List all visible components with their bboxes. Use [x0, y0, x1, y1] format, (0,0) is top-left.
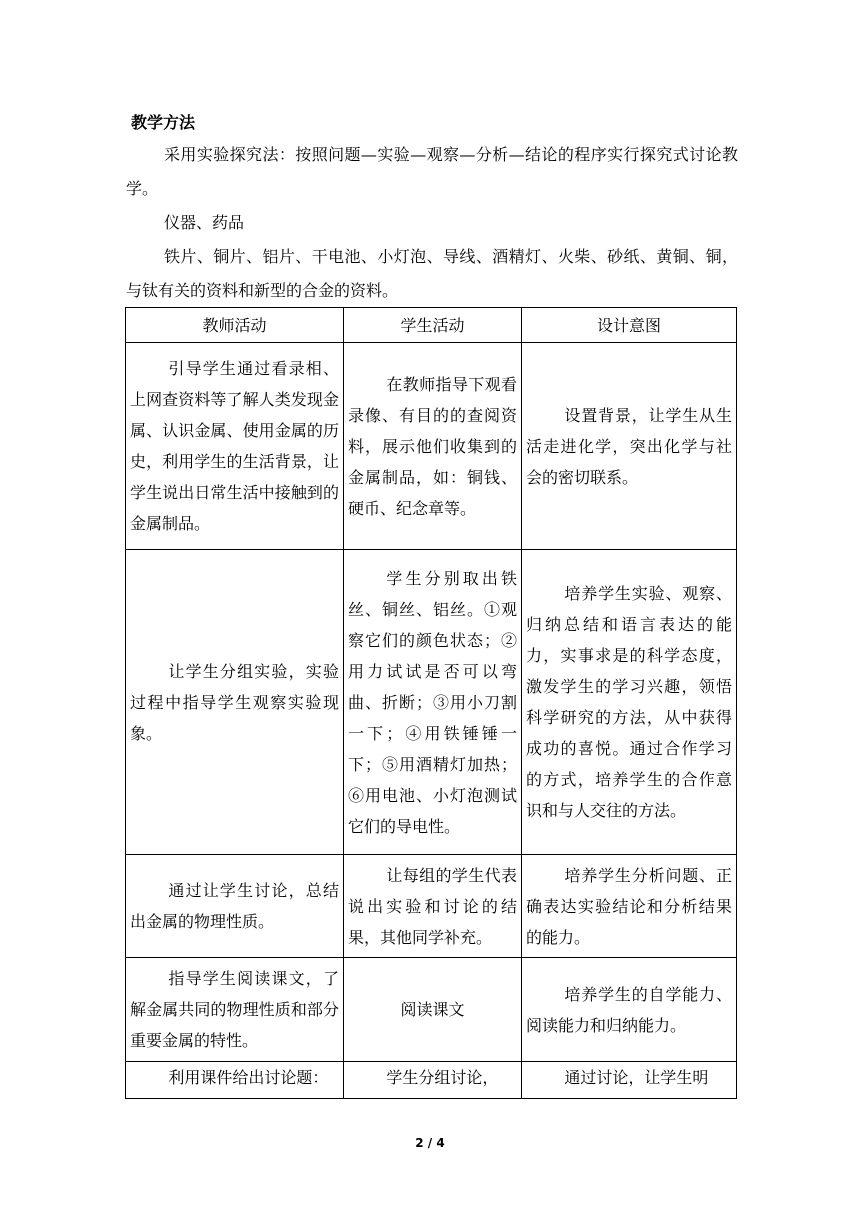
materials-title: 仪器、药品	[164, 213, 245, 232]
header-teacher: 教师活动	[126, 308, 344, 343]
header-student: 学生活动	[344, 308, 522, 343]
student-cell: 学生分别取出铁丝、铜丝、铝丝。①观察它们的颜色状态；②用力试试是否可以弯曲、折断；③用小刀割一下；④用铁锤锤一下；⑤用酒精灯加热；⑥用电池、小灯泡测试它们的导电性。	[344, 550, 522, 855]
student-cell: 在教师指导下观看录像、有目的的查阅资料，展示他们收集到的金属制品，如：铜钱、硬币、纪念章等。	[344, 343, 522, 550]
student-cell: 学生分组讨论，	[344, 1062, 522, 1099]
method-paragraph: 采用实验探究法：按照问题—实验—观察—分析—结论的程序实行探究式讨论教学。	[126, 145, 738, 198]
table-row	[126, 343, 737, 550]
table-row	[126, 958, 737, 1062]
table-row	[126, 550, 737, 855]
intent-cell: 培养学生实验、观察、归纳总结和语言表达的能力，实事求是的科学态度，激发学生的学习兴趣，领悟科学研究的方法，从中获得成功的喜悦。通过合作学习的方式，培养学生的合作意识和与人交往的方法。	[522, 550, 737, 855]
teacher-cell: 引导学生通过看录相、上网查资料等了解人类发现金属、认识金属、使用金属的历史，利用学生的生活背景，让学生说出日常生活中接触到的金属制品。	[126, 343, 344, 550]
student-cell: 让每组的学生代表说出实验和讨论的结果，其他同学补充。	[344, 855, 522, 958]
intent-cell: 培养学生分析问题、正确表达实验结论和分析结果的能力。	[522, 855, 737, 958]
teacher-cell: 指导学生阅读课文，了解金属共同的物理性质和部分重要金属的特性。	[126, 958, 344, 1062]
intent-cell: 设置背景，让学生从生活走进化学，突出化学与社会的密切联系。	[522, 343, 737, 550]
intent-cell: 通过讨论，让学生明	[522, 1062, 737, 1099]
student-cell: 阅读课文	[344, 958, 522, 1062]
header-intent: 设计意图	[522, 308, 737, 343]
page-number: 2 / 4	[415, 1136, 445, 1150]
teacher-cell: 利用课件给出讨论题：	[126, 1062, 344, 1099]
materials-paragraph: 铁片、铜片、铝片、干电池、小灯泡、导线、酒精灯、火柴、砂纸、黄铜、铜，与钛有关的资料和新型的合金的资料。	[126, 247, 738, 300]
activity-table	[125, 307, 737, 1099]
table-row	[126, 855, 737, 958]
table-row	[126, 1062, 737, 1099]
section-heading: 教学方法	[131, 113, 196, 132]
teacher-cell: 让学生分组实验，实验过程中指导学生观察实验现象。	[126, 550, 344, 855]
teacher-cell: 通过让学生讨论，总结出金属的物理性质。	[126, 855, 344, 958]
intent-cell: 培养学生的自学能力、阅读能力和归纳能力。	[522, 958, 737, 1062]
table-header-row	[126, 308, 737, 343]
